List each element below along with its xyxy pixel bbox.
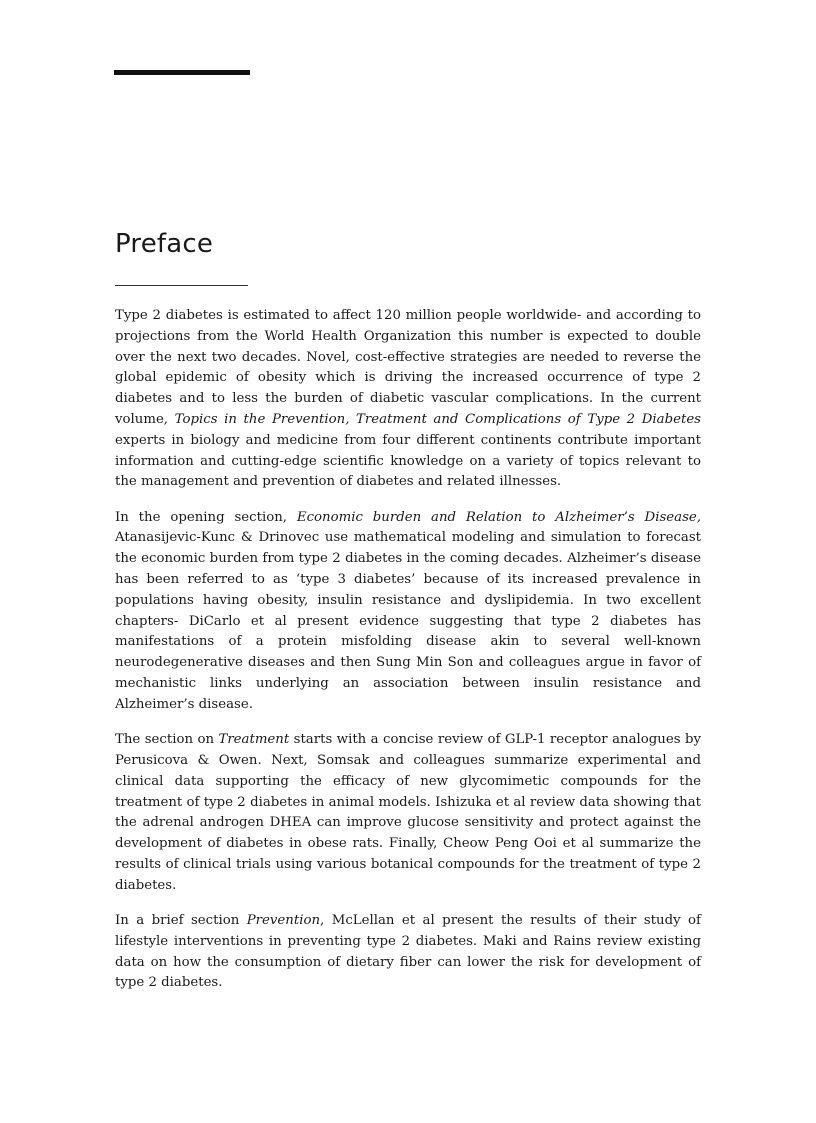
page-title: Preface xyxy=(115,229,214,259)
section-name-italic: Prevention xyxy=(246,913,321,929)
paragraph-text: starts with a concise review of GLP-1 receptor analogues by Perusicova & Owen. Next, Somsak and colleagues summarize experimental and clinical data supporting the efficacy of new glycomimetic compounds for the treatment of type 2 diabetes in animal models. Ishizuka et al review data showing that the adrenal androgen DHEA can improve glucose sensitivity and protect against the development of diabetes in obese rats. Finally, Cheow Peng Ooi et al summarize the results of clinical trials using various botanical compounds for the treatment of type 2 diabetes. xyxy=(115,732,701,893)
paragraph-text: Type 2 diabetes is estimated to affect 120 million people worldwide- and according to projections from the World Health Organization this number is expected to double over the next two decades. Novel, cost-effective strategies are needed to reverse the global epidemic of obesity which is driving the increased occurrence of type 2 diabetes and to less the burden of diabetic vascular complications. In the current volume, xyxy=(115,308,701,427)
paragraph-text: In the opening section, xyxy=(115,509,297,525)
paragraph-text: experts in biology and medicine from four different continents contribute important information and cutting-edge scientific knowledge on a variety of topics relevant to the management and prevention of diabetes and related illnesses. xyxy=(115,432,701,490)
paragraph-text: Atanasijevic-Kunc & Drinovec use mathematical modeling and simulation to forecast the economic burden from type 2 diabetes in the coming decades. Alzheimer’s disease has been referred to as ‘type 3 diabetes’ because of its increased prevalence in populations having obesity, insulin resistance and dyslipidemia. In two excellent chapters- DiCarlo et al present evidence suggesting that type 2 diabetes has manifestations of a protein misfolding disease akin to several well-known neurodegenerative diseases and then Sung Min Son and colleagues argue in favor of mechanistic links underlying an association between insulin resistance and Alzheimer’s disease. xyxy=(115,530,701,712)
paragraph-text: The section on xyxy=(115,732,219,748)
title-underline xyxy=(115,285,248,286)
paragraph-prevention-section xyxy=(115,911,701,994)
paragraph-text: , McLellan et al present the results of their study of lifestyle interventions in preventing type 2 diabetes. Maki and Rains review existing data on how the consumption of dietary fiber can lower the risk for development of type 2 diabetes. xyxy=(115,913,701,991)
book-title-italic: Topics in the Prevention, Treatment and Complications of Type 2 Diabetes xyxy=(174,411,702,427)
paragraph-opening-section xyxy=(115,508,701,716)
section-name-italic: Economic burden and Relation to Alzheimer’s Disease, xyxy=(296,509,701,525)
paragraph-text: In a brief section xyxy=(115,913,247,929)
preface-body xyxy=(115,306,701,1009)
chapter-top-rule xyxy=(114,70,250,75)
paragraph-intro xyxy=(115,306,701,493)
section-name-italic: Treatment xyxy=(218,732,290,748)
paragraph-treatment-section xyxy=(115,730,701,896)
